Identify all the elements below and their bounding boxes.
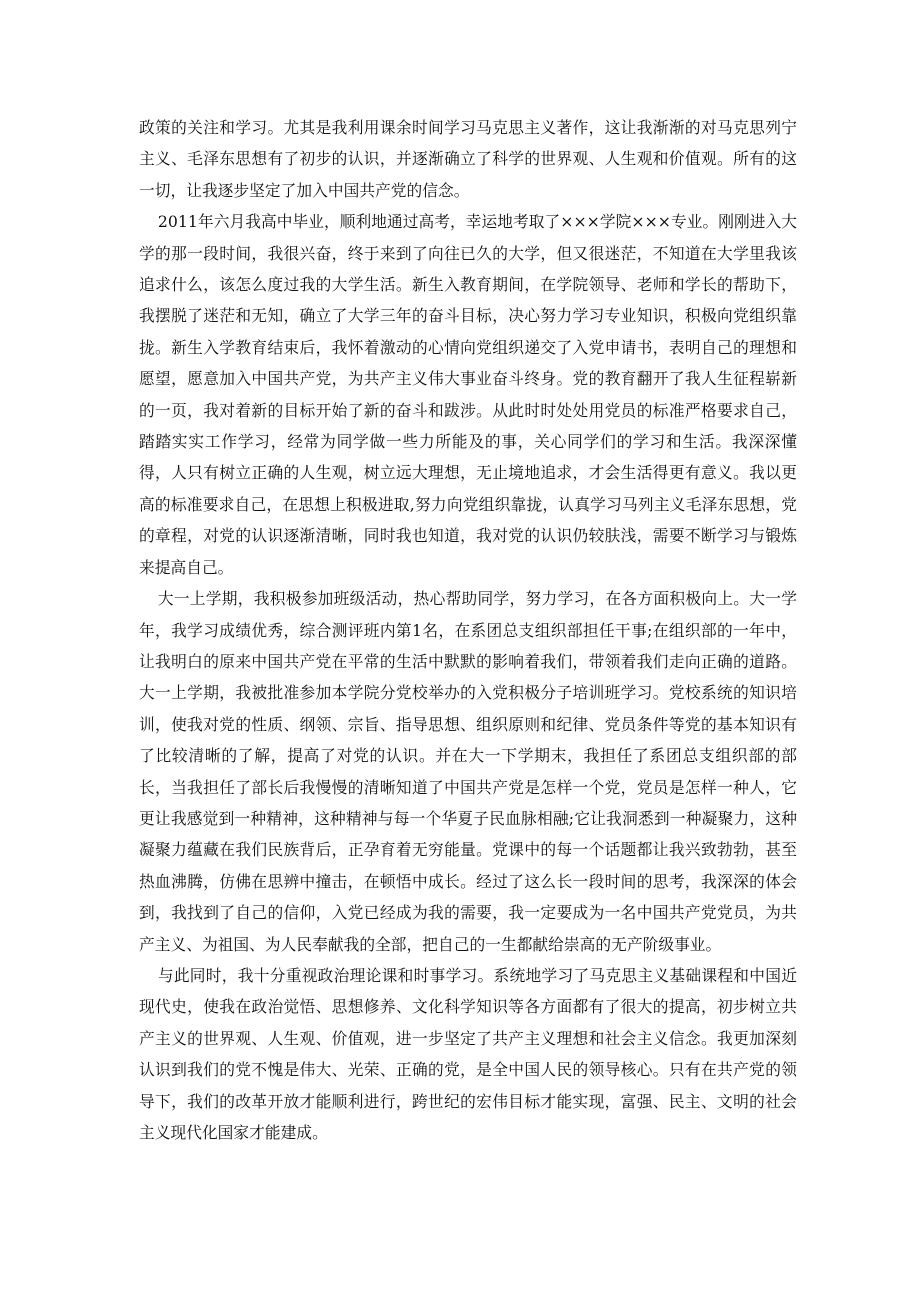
paragraph-political-study: 与此同时，我十分重视政治理论课和时事学习。系统地学习了马克思主义基础课程和中国近现代史，使我在政治觉悟、思想修养、文化科学知识等各方面都有了很大的提高，初步树立共产主义的世界观、人生观、价值观，进一步坚定了共产主义理想和社会主义信念。我更加深刻认识到我们的党不愧是伟大、光荣、正确的党，是全中国人民的领导核心。只有在共产党的领导下，我们的改革开放才能顺利进行，跨世纪的宏伟目标才能实现，富强、民主、文明的社会主义现代化国家才能建成。: [139, 965, 797, 1142]
document-body: [139, 112, 797, 1148]
paragraph-college-entry: 2011年六月我高中毕业，顺利地通过高考，幸运地考取了×××学院×××专业。刚刚进入大学的那一段时间，我很兴奋，终于来到了向往已久的大学，但又很迷茫，不知道在大学里我该追求什么，该怎么度过我的大学生活。新生入教育期间，在学院领导、老师和学长的帮助下，我摆脱了迷茫和无知，确立了大学三年的奋斗目标，决心努力学习专业知识，积极向党组织靠拢。新生入学教育结束后，我怀着激动的心情向党组织递交了入党申请书，表明自己的理想和愿望，愿意加入中国共产党，为共产主义伟大事业奋斗终身。党的教育翻开了我人生征程崭新的一页，我对着新的目标开始了新的奋斗和跋涉。从此时时处处用党员的标准严格要求自己，踏踏实实工作学习，经常为同学做一些力所能及的事，关心同学们的学习和生活。我深深懂得，人只有树立正确的人生观，树立远大理想，无止境地追求，才会生活得更有意义。我以更高的标准要求自己，在思想上积极进取,努力向党组织靠拢，认真学习马列主义毛泽东思想，党的章程，对党的认识逐渐清晰，同时我也知道，我对党的认识仍较肤浅，需要不断学习与锻炼来提高自己。: [139, 212, 797, 577]
paragraph-freshman-year: 大一上学期，我积极参加班级活动，热心帮助同学，努力学习，在各方面积极向上。大一学年，我学习成绩优秀，综合测评班内第1名，在系团总支组织部担任干事;在组织部的一年中，让我明白的原来中国共产党在平常的生活中默默的影响着我们，带领着我们走向正确的道路。大一上学期，我被批准参加本学院分党校举办的入党积极分子培训班学习。党校系统的知识培训，使我对党的性质、纲领、宗旨、指导思想、组织原则和纪律、党员条件等党的基本知识有了比较清晰的了解，提高了对党的认识。并在大一下学期末，我担任了系团总支组织部的部长，当我担任了部长后我慢慢的清晰知道了中国共产党是怎样一个党，党员是怎样一种人，它更让我感觉到一种精神，这种精神与每一个华夏子民血脉相融;它让我洞悉到一种凝聚力，这种凝聚力蕴藏在我们民族背后，正孕育着无穷能量。党课中的每一个话题都让我兴致勃勃，甚至热血沸腾，仿佛在思辨中撞击，在顿悟中成长。经过了这么长一段时间的思考，我深深的体会到，我找到了自己的信仰，入党已经成为我的需要，我一定要成为一名中国共产党党员，为共产主义、为祖国、为人民奉献我的全部，把自己的一生都献给崇高的无产阶级事业。: [139, 589, 797, 954]
paragraph-continuation: 政策的关注和学习。尤其是我利用课余时间学习马克思主义著作，这让我渐渐的对马克思列宁主义、毛泽东思想有了初步的认识，并逐渐确立了科学的世界观、人生观和价值观。所有的这一切，让我逐步坚定了加入中国共产党的信念。: [139, 118, 797, 200]
